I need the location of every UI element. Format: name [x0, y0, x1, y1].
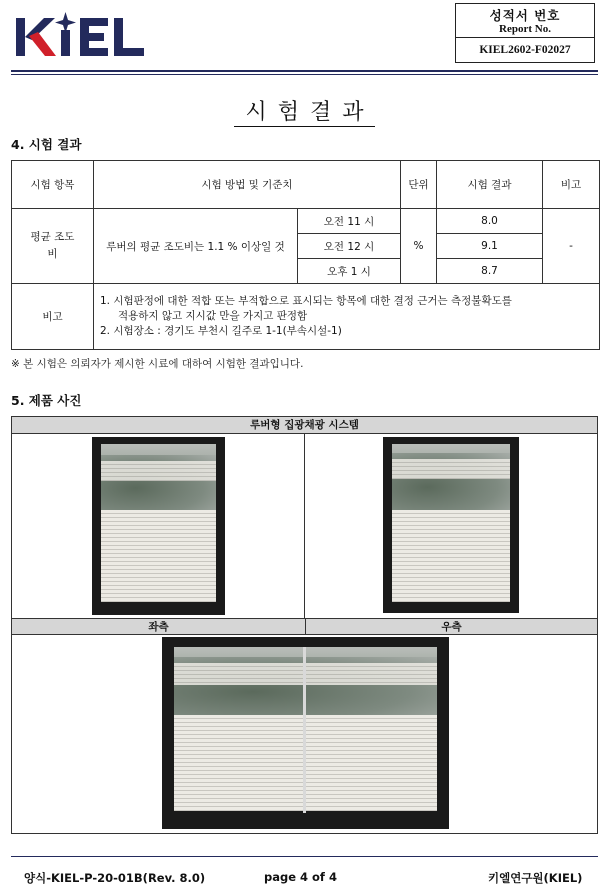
time-cell: 오후 1 시 [298, 259, 401, 284]
unit-cell: % [401, 209, 437, 284]
section5-heading: 5. 제품 사진 [11, 393, 82, 408]
col-header: 시험 결과 [437, 161, 543, 209]
header-rule-thin [11, 74, 598, 75]
form-number: 양식-KIEL-P-20-01B(Rev. 8.0) [24, 871, 206, 885]
result-value: 8.0 [437, 209, 543, 234]
note-line: 적용하지 않고 지시값 만을 가지고 판정함 [118, 310, 308, 322]
time-cell: 오전 12 시 [298, 234, 401, 259]
result-value: 8.7 [437, 259, 543, 284]
report-label-en: Report No. [499, 23, 551, 35]
note-line: 2. 시험장소 : 경기도 부천시 길주로 1-1(부속시설-1) [100, 325, 342, 337]
col-header: 단위 [401, 161, 437, 209]
table-header-row [12, 161, 600, 209]
remark-cell: - [543, 209, 600, 284]
table-row [12, 209, 600, 234]
photo-title-bar: 루버형 집광채광 시스템 [12, 417, 597, 434]
report-number-box [455, 3, 595, 63]
notes-row [12, 284, 600, 350]
report-label-ko: 성적서 번호 [489, 8, 561, 23]
page-number: page 4 of 4 [264, 870, 337, 884]
test-method: 루버의 평균 조도비는 1.1 % 이상일 것 [94, 209, 298, 284]
note-label: 비고 [12, 284, 94, 350]
results-table [11, 160, 600, 350]
time-cell: 오전 11 시 [298, 209, 401, 234]
photo-table [11, 416, 598, 834]
photo-combined [162, 637, 449, 829]
report-number: KIEL2602-F02027 [479, 44, 571, 56]
note-line: 1. 시험판정에 대한 적합 또는 부적합으로 표시되는 항목에 대한 결정 근거는 측정불확도를 [100, 295, 512, 307]
kiel-logo [14, 10, 150, 62]
photo-divider [304, 434, 305, 635]
footnote: ※ 본 시험은 의뢰자가 제시한 시료에 대하여 시험한 결과입니다. [11, 358, 304, 370]
test-item: 평균 조도비 [12, 209, 94, 284]
section4-heading: 4. 시험 결과 [11, 137, 82, 152]
col-header: 시험 방법 및 기준치 [94, 161, 401, 209]
col-header: 시험 항목 [12, 161, 94, 209]
footer-rule [11, 856, 598, 857]
left-label-bar: 좌측 [12, 618, 305, 635]
photo-left [92, 437, 225, 615]
photo-right [383, 437, 519, 613]
right-label-bar: 우측 [305, 618, 597, 635]
result-value: 9.1 [437, 234, 543, 259]
notes-cell [94, 284, 600, 350]
header-rule [11, 70, 598, 72]
col-header: 비고 [543, 161, 600, 209]
page-title: 시험결과 [0, 95, 609, 126]
org-name: 키엘연구원(KIEL) [488, 871, 583, 885]
